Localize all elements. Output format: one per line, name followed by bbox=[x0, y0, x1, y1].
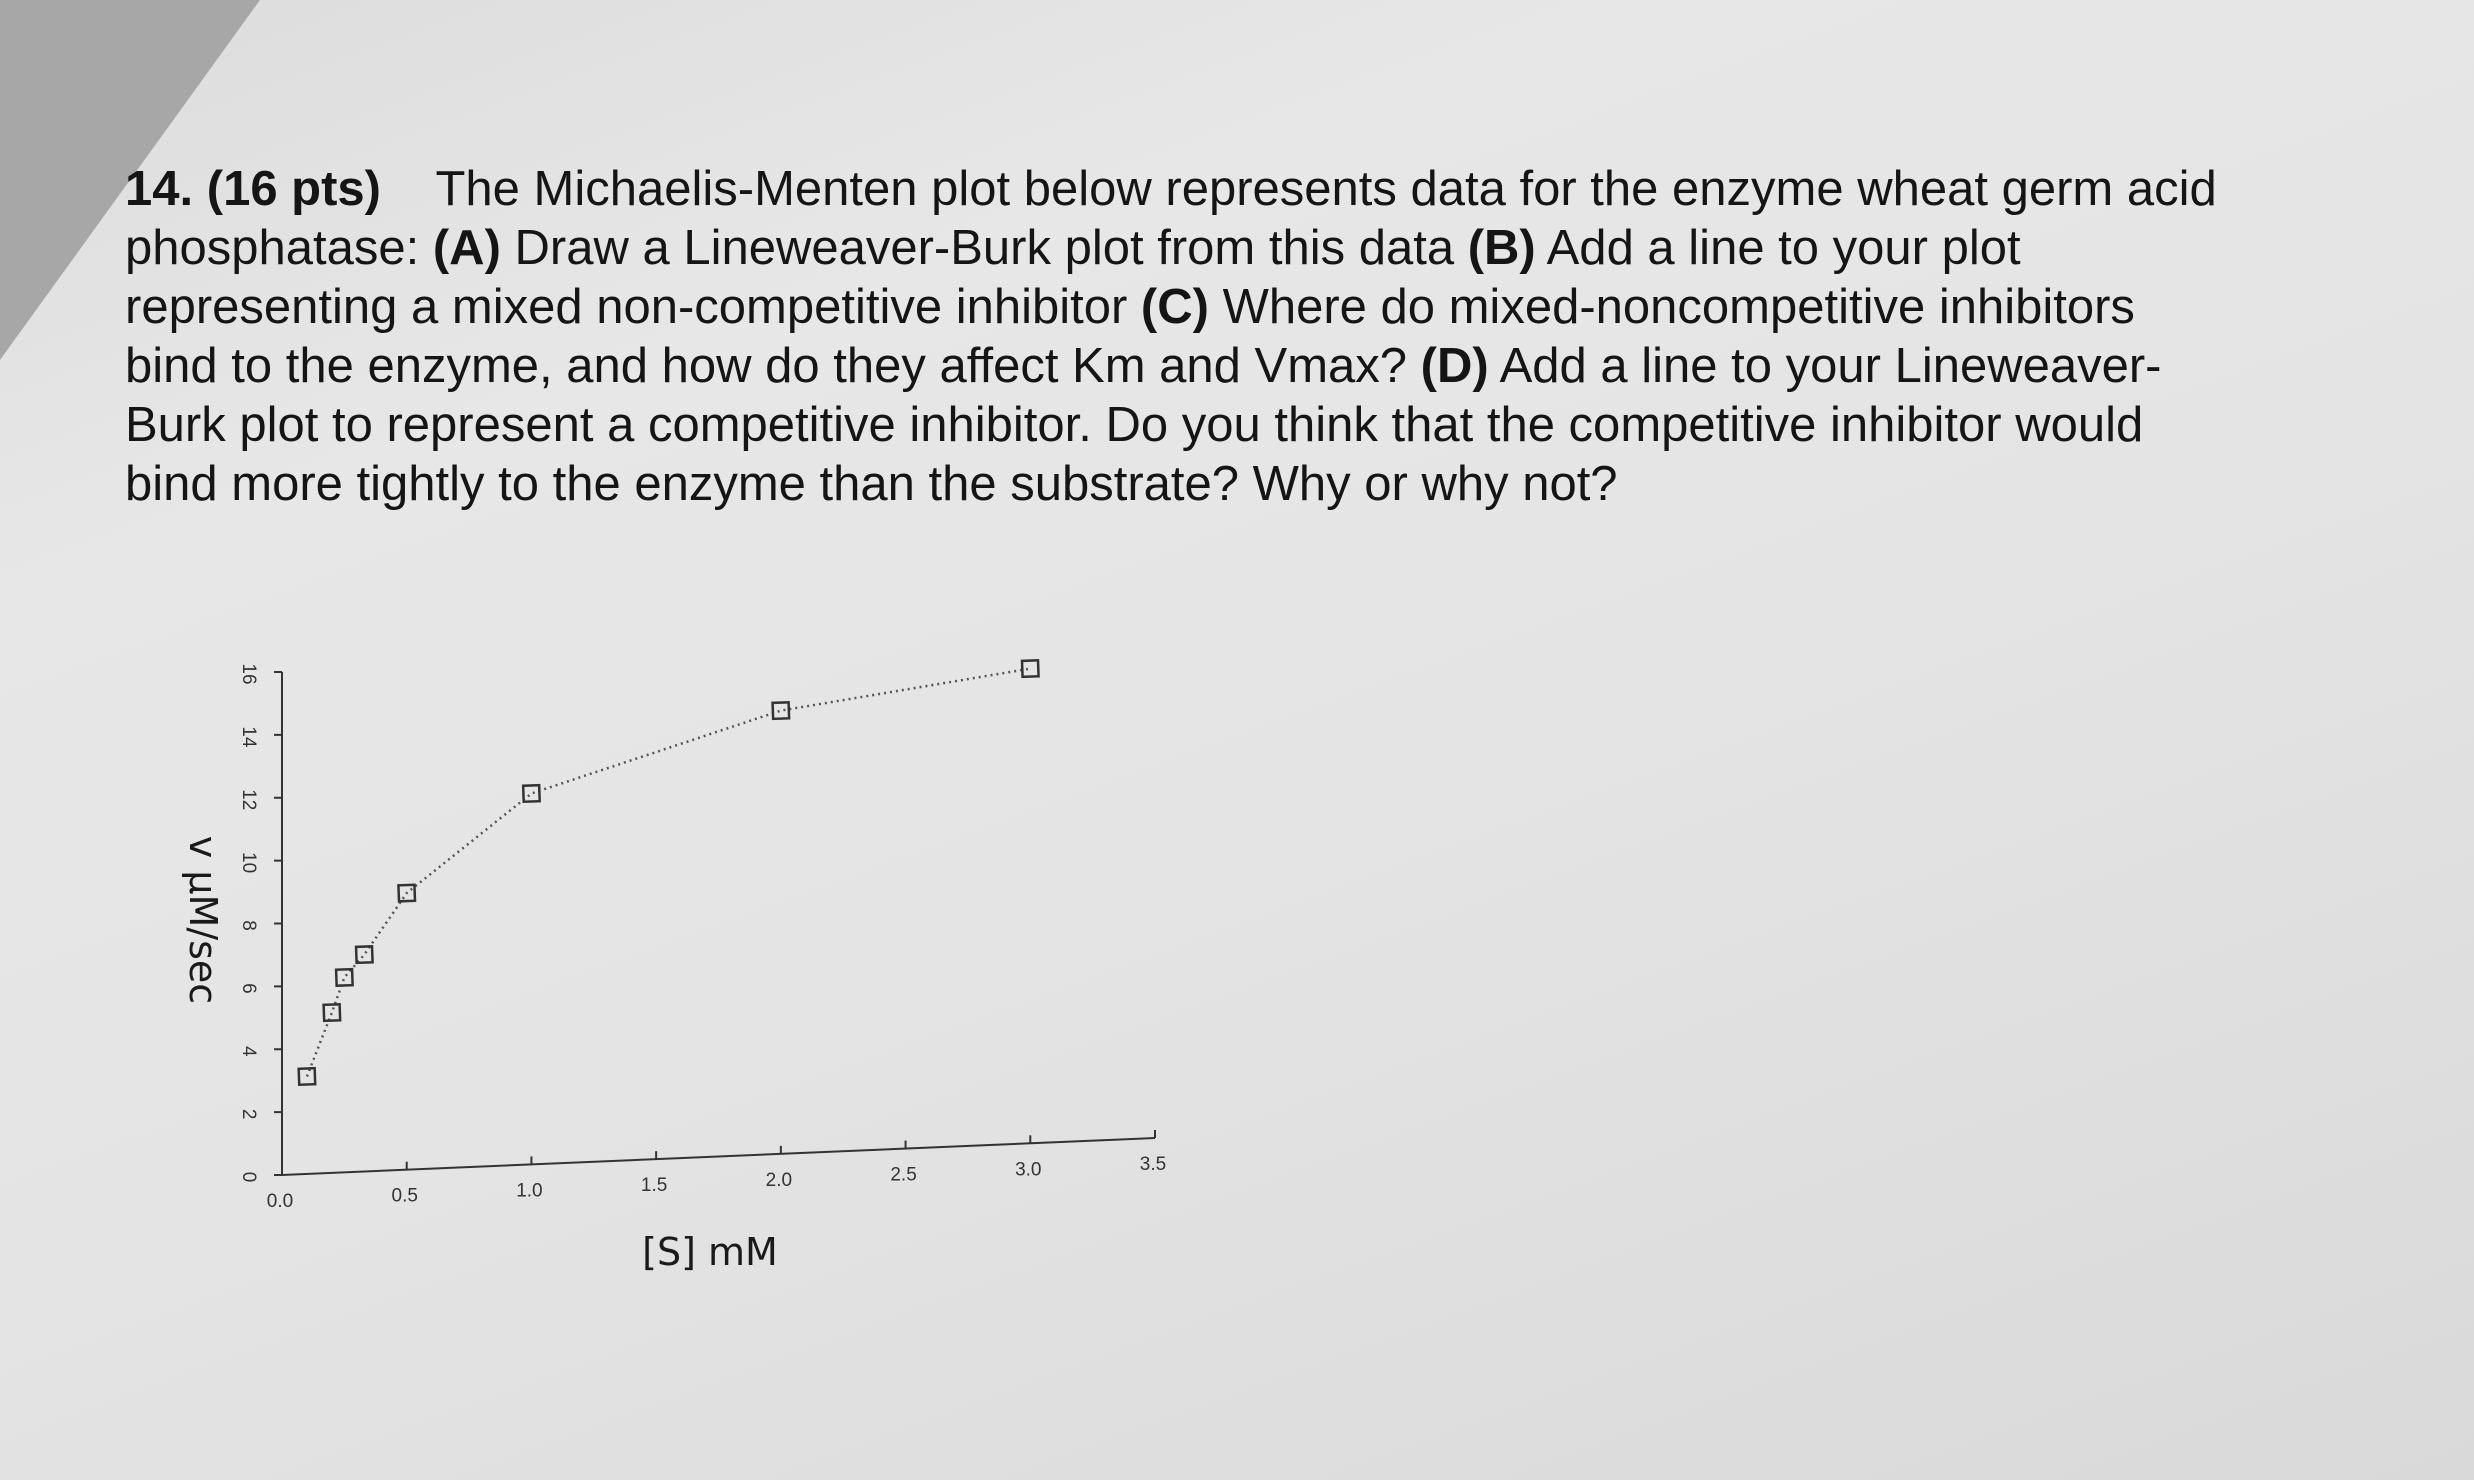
chart-points bbox=[299, 660, 1039, 1084]
y-tick-label: 4 bbox=[237, 1045, 259, 1057]
question-text-span: phosphatase: bbox=[125, 221, 433, 275]
y-tick-label: 10 bbox=[237, 852, 259, 874]
part-d-label: (D) bbox=[1420, 339, 1489, 393]
question-text-span: representing a mixed non-competitive inhibitor bbox=[125, 280, 1141, 334]
x-tick-label: 1.0 bbox=[516, 1180, 543, 1202]
y-axis-title: v μM/sec bbox=[181, 835, 225, 1005]
y-tick-label: 14 bbox=[237, 726, 259, 748]
x-tick-label: 0.0 bbox=[266, 1191, 294, 1212]
data-point-marker bbox=[1022, 660, 1039, 677]
question-text-span: Add a line to your plot bbox=[1535, 221, 2021, 275]
data-point-marker bbox=[356, 946, 373, 963]
y-tick-label: 0 bbox=[237, 1171, 259, 1183]
y-tick-label: 8 bbox=[237, 920, 259, 931]
question-intro: The Michaelis-Menten plot below represents data for the enzyme wheat germ acid bbox=[435, 162, 2217, 216]
x-tick-label: 0.5 bbox=[391, 1185, 418, 1207]
question-text-span: bind more tightly to the enzyme than the substrate? Why or why not? bbox=[125, 457, 1618, 511]
part-b-label: (B) bbox=[1467, 221, 1536, 275]
y-tick-label: 16 bbox=[237, 663, 259, 685]
question-text-span: Draw a Lineweaver-Burk plot from this data bbox=[500, 221, 1468, 275]
x-tick-label: 3.5 bbox=[1139, 1154, 1167, 1175]
data-point-marker bbox=[773, 702, 790, 719]
question-text-span: Add a line to your Lineweaver- bbox=[1488, 339, 2162, 393]
saturation-curve bbox=[307, 669, 1030, 1077]
part-c-label: (C) bbox=[1140, 280, 1209, 334]
chart-curve bbox=[307, 669, 1030, 1077]
data-point-marker bbox=[523, 785, 540, 802]
x-axis-title: [S] mM bbox=[642, 1230, 778, 1274]
x-tick-label: 3.0 bbox=[1015, 1159, 1042, 1181]
question-points: (16 pts) bbox=[206, 162, 382, 216]
x-tick-label: 2.5 bbox=[890, 1164, 917, 1186]
question-text-span: Where do mixed-noncompetitive inhibitors bbox=[1208, 280, 2135, 334]
question-text-span: Burk plot to represent a competitive inhibitor. Do you think that the competitive inhibitor would bbox=[125, 398, 2144, 452]
data-point-marker bbox=[324, 1004, 341, 1021]
y-tick-label: 12 bbox=[237, 789, 259, 811]
question-number: 14. bbox=[125, 162, 194, 216]
x-tick-label: 1.5 bbox=[640, 1175, 668, 1197]
y-tick-label: 2 bbox=[237, 1108, 259, 1120]
question-text-span: bind to the enzyme, and how do they affect Km and Vmax? bbox=[125, 339, 1421, 393]
x-tick-label: 2.0 bbox=[765, 1169, 793, 1191]
part-a-label: (A) bbox=[432, 221, 501, 275]
y-tick-label: 6 bbox=[237, 983, 259, 994]
